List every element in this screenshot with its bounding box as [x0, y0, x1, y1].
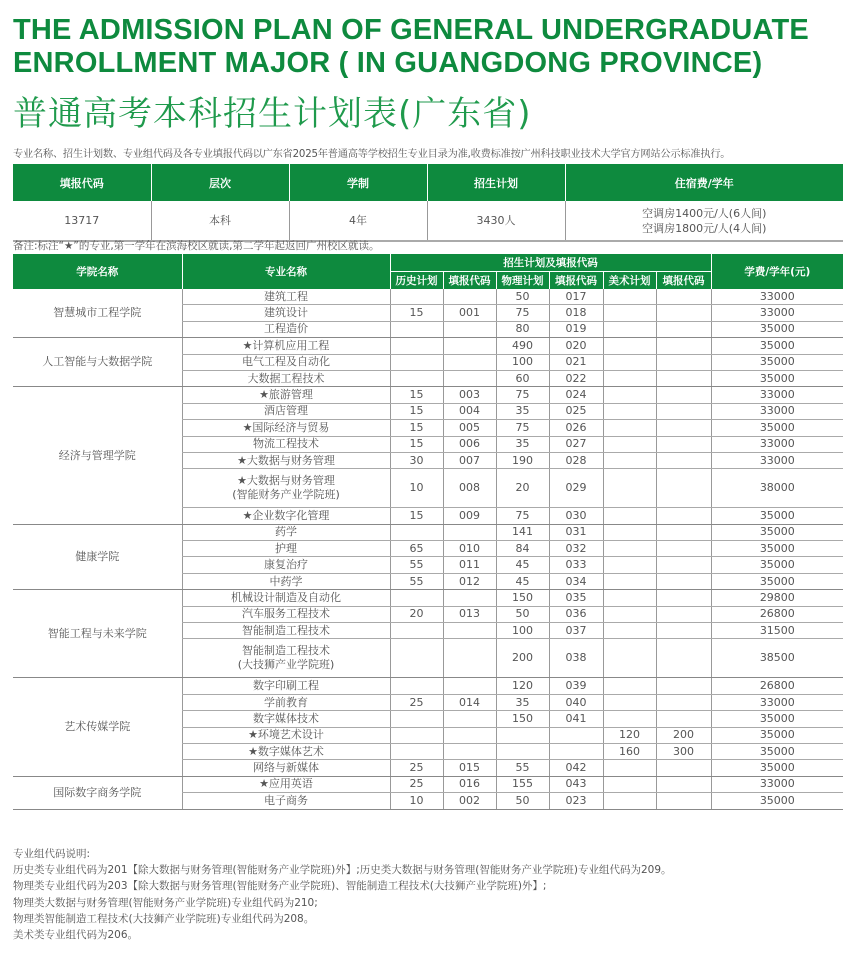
art-code [656, 541, 711, 557]
art-plan [603, 573, 656, 589]
art-code [656, 711, 711, 727]
art-code [656, 338, 711, 354]
history-code: 009 [443, 508, 496, 524]
college-name: 艺术传媒学院 [13, 678, 182, 776]
tuition-fee: 35000 [711, 321, 843, 337]
tuition-fee: 33000 [711, 436, 843, 452]
history-code [443, 678, 496, 694]
tuition-fee: 33000 [711, 403, 843, 419]
physics-plan: 35 [496, 694, 549, 710]
header-art-code: 填报代码 [656, 272, 711, 290]
header-history-code: 填报代码 [443, 272, 496, 290]
history-code [443, 639, 496, 678]
major-name: 电子商务 [182, 793, 390, 809]
major-name: ★环境艺术设计 [182, 727, 390, 743]
major-name: ★应用英语 [182, 776, 390, 792]
major-name: 数字印刷工程 [182, 678, 390, 694]
art-code [656, 639, 711, 678]
history-plan: 25 [390, 776, 443, 792]
physics-code: 020 [549, 338, 603, 354]
physics-plan: 150 [496, 590, 549, 606]
physics-code: 018 [549, 305, 603, 321]
physics-plan [496, 727, 549, 743]
physics-code: 023 [549, 793, 603, 809]
tuition-fee: 35000 [711, 420, 843, 436]
major-name: 护理 [182, 541, 390, 557]
art-plan [603, 694, 656, 710]
major-name [182, 639, 390, 678]
art-plan [603, 590, 656, 606]
physics-code: 034 [549, 573, 603, 589]
english-title [13, 14, 809, 80]
art-code [656, 508, 711, 524]
physics-code: 036 [549, 606, 603, 622]
header-physics-plan: 物理计划 [496, 272, 549, 290]
tuition-fee: 33000 [711, 776, 843, 792]
history-code: 013 [443, 606, 496, 622]
tuition-fee: 35000 [711, 338, 843, 354]
history-plan [390, 338, 443, 354]
art-plan [603, 338, 656, 354]
history-code: 010 [443, 541, 496, 557]
history-plan: 10 [390, 793, 443, 809]
history-plan: 15 [390, 420, 443, 436]
art-code [656, 524, 711, 540]
header-college: 学院名称 [13, 254, 182, 289]
physics-code [549, 743, 603, 759]
physics-plan: 84 [496, 541, 549, 557]
art-plan [603, 760, 656, 776]
major-name: 建筑设计 [182, 305, 390, 321]
major-name: ★旅游管理 [182, 387, 390, 403]
footnote-line: 物理类智能制造工程技术(大技狮产业学院班)专业组代码为208。 [13, 912, 315, 925]
art-plan [603, 321, 656, 337]
art-code [656, 387, 711, 403]
history-plan [390, 590, 443, 606]
physics-plan: 35 [496, 436, 549, 452]
physics-code: 042 [549, 760, 603, 776]
art-code [656, 678, 711, 694]
physics-code: 043 [549, 776, 603, 792]
physics-code: 031 [549, 524, 603, 540]
physics-code: 022 [549, 370, 603, 386]
physics-plan: 45 [496, 573, 549, 589]
physics-plan: 55 [496, 760, 549, 776]
summary-table [13, 164, 843, 242]
physics-code: 033 [549, 557, 603, 573]
summary-duration: 4年 [289, 201, 427, 241]
tuition-fee: 29800 [711, 590, 843, 606]
history-plan [390, 354, 443, 370]
table-row [13, 590, 843, 606]
major-name: ★企业数字化管理 [182, 508, 390, 524]
chinese-title: 普通高考本科招生计划表(广东省) [13, 94, 532, 134]
physics-plan: 80 [496, 321, 549, 337]
physics-code: 037 [549, 623, 603, 639]
physics-code: 039 [549, 678, 603, 694]
art-code [656, 623, 711, 639]
tuition-fee: 26800 [711, 606, 843, 622]
history-code [443, 623, 496, 639]
history-code: 002 [443, 793, 496, 809]
tuition-fee: 35000 [711, 573, 843, 589]
history-plan: 65 [390, 541, 443, 557]
art-code [656, 289, 711, 305]
table-row [13, 338, 843, 354]
summary-header-level: 层次 [151, 164, 289, 201]
tuition-fee: 31500 [711, 623, 843, 639]
table-row [13, 289, 843, 305]
major-name-line: 智能制造工程技术 [242, 644, 330, 658]
major-name: 物流工程技术 [182, 436, 390, 452]
physics-code: 030 [549, 508, 603, 524]
summary-header-dorm: 住宿费/学年 [565, 164, 843, 201]
header-plan-group: 招生计划及填报代码 [390, 254, 711, 272]
physics-code: 038 [549, 639, 603, 678]
physics-code: 024 [549, 387, 603, 403]
major-name: 网络与新媒体 [182, 760, 390, 776]
group-code-footnotes [13, 846, 672, 943]
history-code: 004 [443, 403, 496, 419]
art-plan [603, 403, 656, 419]
history-plan [390, 727, 443, 743]
art-code [656, 573, 711, 589]
physics-plan: 20 [496, 469, 549, 508]
major-name: 中药学 [182, 573, 390, 589]
college-name: 智能工程与未来学院 [13, 590, 182, 678]
physics-code [549, 727, 603, 743]
table-row [13, 387, 843, 403]
history-plan [390, 639, 443, 678]
tuition-fee: 35000 [711, 524, 843, 540]
english-title-line-2: ENROLLMENT MAJOR ( IN GUANGDONG PROVINCE) [13, 47, 763, 79]
history-plan: 15 [390, 508, 443, 524]
major-name: ★国际经济与贸易 [182, 420, 390, 436]
art-code [656, 452, 711, 468]
history-plan: 55 [390, 573, 443, 589]
physics-code: 026 [549, 420, 603, 436]
tuition-fee: 35000 [711, 508, 843, 524]
summary-header-duration: 学制 [289, 164, 427, 201]
art-plan [603, 452, 656, 468]
physics-code: 025 [549, 403, 603, 419]
history-code [443, 370, 496, 386]
major-name: 工程造价 [182, 321, 390, 337]
tuition-fee: 33000 [711, 452, 843, 468]
history-plan: 15 [390, 436, 443, 452]
footnote-line: 物理类专业组代码为203【除大数据与财务管理(智能财务产业学院班)、智能制造工程技术(大技狮产业学院班)外】; [13, 880, 547, 893]
history-code: 008 [443, 469, 496, 508]
english-title-line-1: THE ADMISSION PLAN OF GENERAL UNDERGRADUATE [13, 14, 809, 46]
major-name: ★数字媒体艺术 [182, 743, 390, 759]
tuition-fee: 35000 [711, 743, 843, 759]
history-code: 007 [443, 452, 496, 468]
tuition-fee: 35000 [711, 370, 843, 386]
art-plan: 160 [603, 743, 656, 759]
physics-plan: 155 [496, 776, 549, 792]
art-plan [603, 289, 656, 305]
physics-plan: 50 [496, 289, 549, 305]
college-name: 智慧城市工程学院 [13, 289, 182, 338]
art-code [656, 776, 711, 792]
major-name: 药学 [182, 524, 390, 540]
dorm-option-4: 空调房1800元/人(4人间) [642, 221, 767, 235]
art-plan [603, 793, 656, 809]
history-code: 003 [443, 387, 496, 403]
history-code [443, 354, 496, 370]
physics-plan: 200 [496, 639, 549, 678]
tuition-fee: 33000 [711, 387, 843, 403]
art-plan [603, 370, 656, 386]
physics-code: 041 [549, 711, 603, 727]
major-name: ★大数据与财务管理 [182, 452, 390, 468]
major-name: 机械设计制造及自动化 [182, 590, 390, 606]
art-plan [603, 524, 656, 540]
major-name: 电气工程及自动化 [182, 354, 390, 370]
history-plan: 25 [390, 760, 443, 776]
remark-note: 备注:标注“★”的专业,第一学年在滨海校区就读,第二学年起返回广州校区就读。 [13, 240, 380, 252]
table-row [13, 524, 843, 540]
physics-plan: 150 [496, 711, 549, 727]
art-code [656, 793, 711, 809]
physics-plan: 190 [496, 452, 549, 468]
history-plan [390, 743, 443, 759]
footnote-line: 物理类大数据与财务管理(智能财务产业学院班)专业组代码为210; [13, 896, 318, 909]
major-name: 大数据工程技术 [182, 370, 390, 386]
major-name: 建筑工程 [182, 289, 390, 305]
footnote-title: 专业组代码说明: [13, 848, 91, 860]
tuition-fee: 35000 [711, 793, 843, 809]
tuition-fee: 35000 [711, 711, 843, 727]
physics-plan: 75 [496, 420, 549, 436]
history-code: 001 [443, 305, 496, 321]
college-name: 国际数字商务学院 [13, 776, 182, 809]
tuition-fee: 33000 [711, 289, 843, 305]
history-plan: 15 [390, 305, 443, 321]
art-code: 200 [656, 727, 711, 743]
history-plan [390, 711, 443, 727]
physics-plan: 100 [496, 623, 549, 639]
tuition-fee: 35000 [711, 727, 843, 743]
physics-code: 029 [549, 469, 603, 508]
tuition-fee: 33000 [711, 305, 843, 321]
history-code [443, 590, 496, 606]
art-code: 300 [656, 743, 711, 759]
art-plan [603, 776, 656, 792]
physics-plan: 60 [496, 370, 549, 386]
history-plan: 20 [390, 606, 443, 622]
physics-code: 040 [549, 694, 603, 710]
dorm-option-6: 空调房1400元/人(6人间) [642, 206, 767, 220]
intro-text: 专业名称、招生计划数、专业组代码及各专业填报代码以广东省2025年普通高等学校招生专业目录为准,收费标准按广州科技职业技术大学官方网站公示标准执行。 [13, 149, 731, 160]
history-plan: 15 [390, 387, 443, 403]
art-plan [603, 508, 656, 524]
physics-code: 017 [549, 289, 603, 305]
history-code [443, 727, 496, 743]
art-code [656, 354, 711, 370]
history-plan [390, 623, 443, 639]
physics-plan: 50 [496, 606, 549, 622]
header-history-plan: 历史计划 [390, 272, 443, 290]
summary-level: 本科 [151, 201, 289, 241]
art-plan [603, 639, 656, 678]
physics-code: 035 [549, 590, 603, 606]
history-plan: 25 [390, 694, 443, 710]
art-code [656, 760, 711, 776]
history-plan: 10 [390, 469, 443, 508]
physics-plan: 100 [496, 354, 549, 370]
history-plan: 30 [390, 452, 443, 468]
summary-code: 13717 [13, 201, 151, 241]
footnote-line: 美术类专业组代码为206。 [13, 929, 139, 942]
art-code [656, 321, 711, 337]
history-code: 011 [443, 557, 496, 573]
history-plan [390, 370, 443, 386]
history-code [443, 321, 496, 337]
art-code [656, 403, 711, 419]
header-physics-code: 填报代码 [549, 272, 603, 290]
history-code: 014 [443, 694, 496, 710]
physics-plan: 75 [496, 305, 549, 321]
physics-plan: 120 [496, 678, 549, 694]
art-plan [603, 678, 656, 694]
major-name: 汽车服务工程技术 [182, 606, 390, 622]
history-code: 012 [443, 573, 496, 589]
history-code: 016 [443, 776, 496, 792]
major-name: 康复治疗 [182, 557, 390, 573]
tuition-fee: 35000 [711, 557, 843, 573]
physics-plan: 75 [496, 387, 549, 403]
footnote-line: 历史类专业组代码为201【除大数据与财务管理(智能财务产业学院班)外】;历史类大数据与财务管理(智能财务产业学院班)专业组代码为209。 [13, 864, 672, 877]
tuition-fee: 35000 [711, 760, 843, 776]
history-code [443, 524, 496, 540]
summary-dorm [565, 201, 843, 241]
major-name-subline: (大技狮产业学院班) [237, 658, 335, 672]
art-code [656, 370, 711, 386]
physics-plan: 490 [496, 338, 549, 354]
art-plan [603, 305, 656, 321]
art-code [656, 606, 711, 622]
history-plan: 55 [390, 557, 443, 573]
major-name [182, 469, 390, 508]
physics-plan: 35 [496, 403, 549, 419]
college-name: 人工智能与大数据学院 [13, 338, 182, 387]
admission-plan-table [13, 254, 843, 810]
art-plan [603, 387, 656, 403]
art-code [656, 469, 711, 508]
summary-header-plan: 招生计划 [427, 164, 565, 201]
history-code: 015 [443, 760, 496, 776]
major-name: ★计算机应用工程 [182, 338, 390, 354]
history-plan [390, 289, 443, 305]
art-code [656, 557, 711, 573]
history-code [443, 338, 496, 354]
tuition-fee: 35000 [711, 354, 843, 370]
physics-plan: 50 [496, 793, 549, 809]
header-major: 专业名称 [182, 254, 390, 289]
art-plan [603, 436, 656, 452]
physics-code: 032 [549, 541, 603, 557]
table-row [13, 776, 843, 792]
art-plan [603, 557, 656, 573]
header-art-plan: 美术计划 [603, 272, 656, 290]
major-name: 学前教育 [182, 694, 390, 710]
art-code [656, 305, 711, 321]
major-name: 酒店管理 [182, 403, 390, 419]
history-plan [390, 678, 443, 694]
major-name: 数字媒体技术 [182, 711, 390, 727]
tuition-fee: 35000 [711, 541, 843, 557]
physics-code: 028 [549, 452, 603, 468]
history-code: 005 [443, 420, 496, 436]
history-plan [390, 321, 443, 337]
header-fee: 学费/学年(元) [711, 254, 843, 289]
art-plan [603, 623, 656, 639]
college-name: 经济与管理学院 [13, 387, 182, 524]
history-code: 006 [443, 436, 496, 452]
tuition-fee: 26800 [711, 678, 843, 694]
table-row [13, 678, 843, 694]
college-name: 健康学院 [13, 524, 182, 590]
tuition-fee: 33000 [711, 694, 843, 710]
major-name: 智能制造工程技术 [182, 623, 390, 639]
art-plan [603, 606, 656, 622]
physics-code: 027 [549, 436, 603, 452]
art-plan [603, 354, 656, 370]
physics-code: 019 [549, 321, 603, 337]
history-code [443, 743, 496, 759]
history-plan [390, 524, 443, 540]
major-name-subline: (智能财务产业学院班) [232, 488, 340, 502]
physics-code: 021 [549, 354, 603, 370]
physics-plan: 75 [496, 508, 549, 524]
summary-plan: 3430人 [427, 201, 565, 241]
tuition-fee: 38500 [711, 639, 843, 678]
major-name-line: ★大数据与财务管理 [237, 474, 335, 488]
art-plan [603, 541, 656, 557]
art-code [656, 590, 711, 606]
art-plan [603, 420, 656, 436]
art-code [656, 420, 711, 436]
art-plan: 120 [603, 727, 656, 743]
art-plan [603, 711, 656, 727]
summary-header-code: 填报代码 [13, 164, 151, 201]
physics-plan [496, 743, 549, 759]
physics-plan: 45 [496, 557, 549, 573]
art-plan [603, 469, 656, 508]
history-code [443, 711, 496, 727]
physics-plan: 141 [496, 524, 549, 540]
history-plan: 15 [390, 403, 443, 419]
art-code [656, 436, 711, 452]
art-code [656, 694, 711, 710]
history-code [443, 289, 496, 305]
tuition-fee: 38000 [711, 469, 843, 508]
